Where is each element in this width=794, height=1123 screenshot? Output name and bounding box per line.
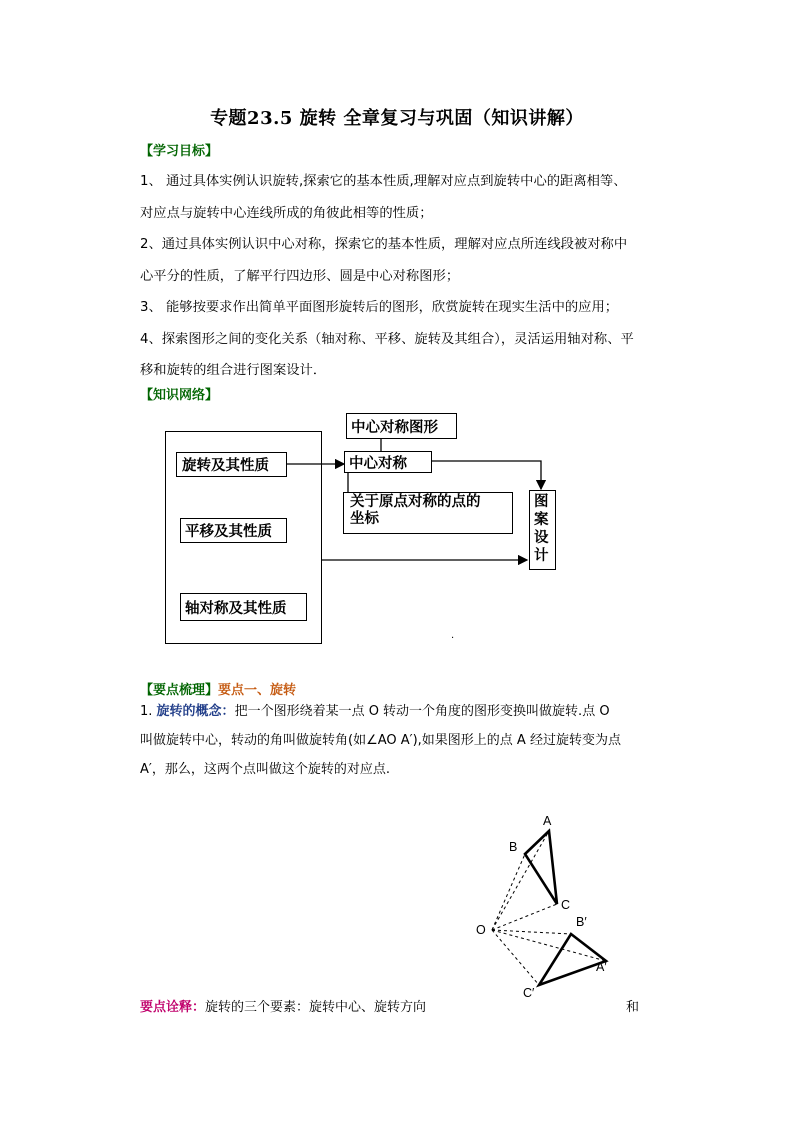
definition-number: 1.: [140, 704, 153, 719]
goal-3-line-1: 3、 能够按要求作出简单平面图形旋转后的图形，欣赏旋转在现实生活中的应用；: [140, 300, 619, 315]
note-text: 旋转的三个要素：旋转中心、旋转方向: [205, 1000, 427, 1015]
stray-dot: .: [451, 630, 455, 641]
network-tag: 【知识网络】: [140, 388, 219, 403]
label-a-prime: A′: [596, 960, 607, 974]
origin-line-1: 关于原点对称的点的: [350, 493, 481, 510]
definition-line-2: 叫做旋转中心，转动的角叫做旋转角(如∠AO A′),如果图形上的点 A 经过旋转变为点: [140, 733, 621, 748]
dashed-rays: [492, 831, 606, 985]
box-axial-symmetry: 轴对称及其性质: [180, 593, 307, 621]
note-tail: 和: [626, 1000, 640, 1015]
box-pattern-design: 图案设计: [529, 490, 556, 570]
points-subtitle: 要点一、旋转: [218, 683, 297, 698]
label-b-prime: B′: [576, 915, 587, 929]
definition-line-3: A′，那么，这两个点叫做这个旋转的对应点.: [140, 762, 390, 777]
label-c: C: [561, 898, 571, 912]
definition-text-1: 把一个图形绕着某一点 O 转动一个角度的图形变换叫做旋转.点 O: [234, 704, 610, 719]
label-a: A: [543, 814, 552, 828]
box-translation: 平移及其性质: [180, 518, 287, 543]
triangle-abc: [525, 831, 557, 904]
page-title: 专题23.5 旋转 全章复习与巩固（知识讲解）: [210, 108, 584, 129]
box-central-symmetry: 中心对称: [344, 451, 432, 473]
note-line: [140, 996, 426, 1015]
box-central-figure: 中心对称图形: [346, 413, 457, 439]
goal-2-line-1: 2、通过具体实例认识中心对称，探索它的基本性质，理解对应点所连线段被对称中: [140, 237, 628, 252]
box-rotation: 旋转及其性质: [176, 452, 287, 477]
origin-line-2: 坐标: [350, 510, 379, 527]
label-o: O: [476, 923, 486, 937]
label-c-prime: C′: [523, 986, 535, 1000]
definition-key: 旋转的概念：: [156, 704, 235, 719]
points-tag: 【要点梳理】: [140, 683, 219, 698]
goal-1-line-1: 1、 通过具体实例认识旋转,探索它的基本性质,理解对应点到旋转中心的距离相等、: [140, 174, 627, 189]
label-b: B: [509, 840, 518, 854]
goal-4-line-2: 移和旋转的组合进行图案设计．: [140, 363, 327, 378]
goal-2-line-2: 心平分的性质，了解平行四边形、圆是中心对称图形；: [140, 268, 460, 284]
goals-tag: 【学习目标】: [140, 144, 219, 159]
goal-4-line-1: 4、探索图形之间的变化关系（轴对称、平移、旋转及其组合），灵活运用轴对称、平: [140, 331, 634, 347]
note-key: 要点诠释：: [140, 1000, 206, 1015]
goal-1-line-2: 对应点与旋转中心连线所成的角彼此相等的性质；: [140, 205, 433, 221]
